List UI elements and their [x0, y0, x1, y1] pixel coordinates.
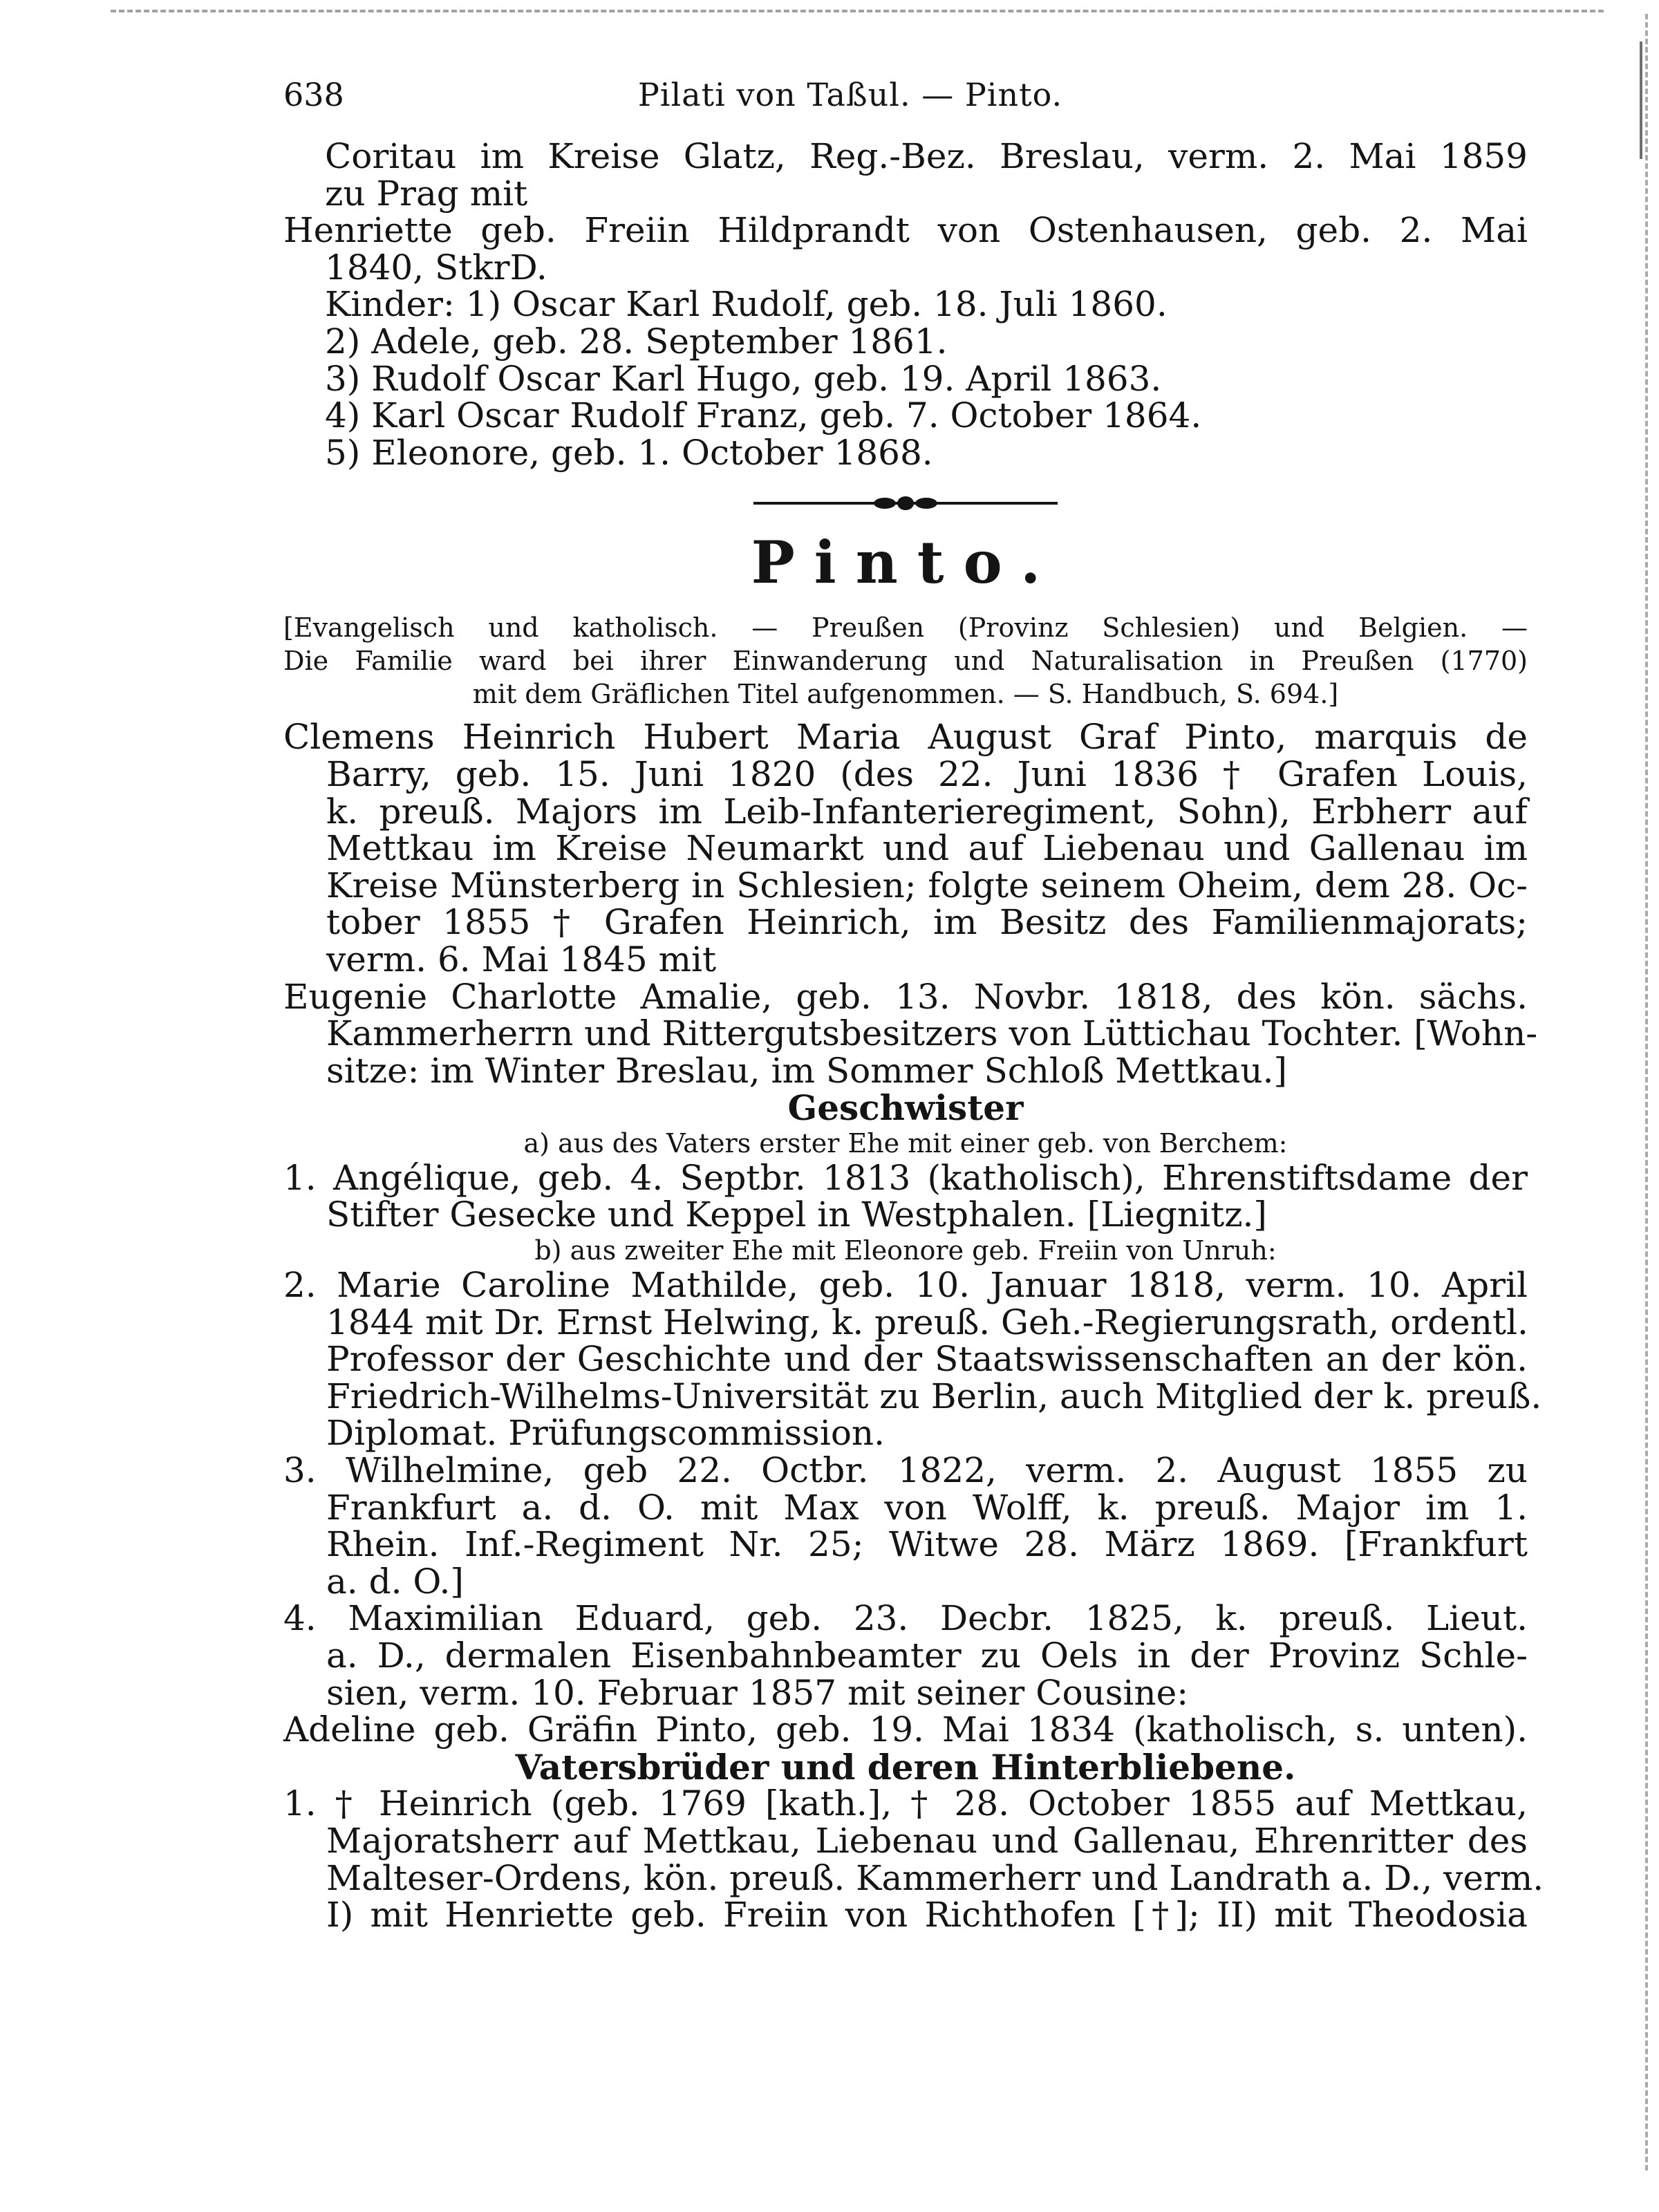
text-line: Kammerherrn und Rittergutsbesitzers von Lüttichau Tochter. [Wohn- [326, 1013, 1538, 1054]
text-line: Stifter Gesecke und Keppel in Westphalen. [Liegnitz.] [326, 1194, 1267, 1235]
section-divider-ornament [753, 495, 1058, 512]
section-intro [283, 611, 1528, 711]
section-title: Pinto. [751, 528, 1060, 597]
text-line: Malteser-Ordens, kön. preuß. Kammerherr und Landrath a. D., verm. [326, 1857, 1544, 1898]
sibling-entry-1 [283, 1157, 1528, 1235]
intro-line: [Evangelisch und katholisch. — Preußen (Provinz Schlesien) und Belgien. — [283, 612, 1528, 644]
text-line: Frankfurt a. d. O. mit Max von Wolff, k. preuß. Major im 1. [326, 1487, 1528, 1528]
text-line: a. D., dermalen Eisenbahnbeamter zu Oels in der Provinz Schle- [326, 1635, 1528, 1676]
page-body [283, 136, 1544, 1936]
text-line: Kreise Münsterberg in Schlesien; folgte seinem Oheim, dem 28. Oc- [326, 865, 1528, 906]
text-line: 2. Marie Caroline Mathilde, geb. 10. Januar 1818, verm. 10. April [283, 1265, 1528, 1306]
text-line: a. d. O.] [326, 1561, 464, 1602]
text-line: Majoratsherr auf Mettkau, Liebenau und Gallenau, Ehrenritter des [326, 1820, 1528, 1861]
spouse-entry [283, 976, 1538, 1091]
text-line: tober 1855 † Grafen Heinrich, im Besitz des Familienmajorats; [326, 902, 1528, 943]
intro-line: mit dem Gräflichen Titel aufgenommen. — S. Handbuch, S. 694.] [472, 679, 1339, 710]
text-line: k. preuß. Majors im Leib-Infanterieregiment, Sohn), Erbherr auf [326, 791, 1528, 832]
text-line: sien, verm. 10. Februar 1857 mit seiner Cousine: [326, 1672, 1189, 1713]
sibling-entry-3 [283, 1452, 1528, 1600]
text-line: Professor der Geschichte und der Staatswissenschaften an der kön. [326, 1339, 1528, 1380]
sibling-entry-4 [283, 1600, 1528, 1748]
sibling-entry-2 [283, 1265, 1542, 1454]
text-line: Mettkau im Kreise Neumarkt und auf Liebenau und Gallenau im [326, 828, 1528, 869]
text-line: 3) Rudolf Oscar Karl Hugo, geb. 19. April 1863. [325, 358, 1162, 399]
text-line: 5) Eleonore, geb. 1. October 1868. [325, 432, 933, 473]
text-line: Diplomat. Prüfungscommission. [326, 1413, 885, 1454]
text-line: 4) Karl Oscar Rudolf Franz, geb. 7. October 1864. [325, 395, 1202, 436]
text-line: Coritau im Kreise Glatz, Reg.-Bez. Breslau, verm. 2. Mai 1859 [325, 136, 1528, 176]
page-header [283, 76, 1417, 124]
uncles-heading: Vatersbrüder und deren Hinterbliebene. [515, 1746, 1296, 1788]
text-line: Barry, geb. 15. Juni 1820 (des 22. Juni 1836 † Grafen Louis, [326, 753, 1528, 794]
text-line: 4. Maximilian Eduard, geb. 23. Decbr. 1825, k. preuß. Lieut. [283, 1598, 1528, 1639]
text-line: Kinder: 1) Oscar Karl Rudolf, geb. 18. Juli 1860. [325, 284, 1168, 325]
text-line: 1840, StkrD. [325, 247, 547, 288]
text-line: 1. † Heinrich (geb. 1769 [kath.], † 28. October 1855 auf Mettkau, [283, 1783, 1528, 1824]
head-entry [283, 719, 1528, 978]
text-line: Henriette geb. Freiin Hildprandt von Ostenhausen, geb. 2. Mai [283, 210, 1528, 251]
scan-edge-right [1645, 14, 1648, 2171]
siblings-b-heading: b) aus zweiter Ehe mit Eleonore geb. Freiin von Unruh: [534, 1235, 1277, 1266]
siblings-a-heading: a) aus des Vaters erster Ehe mit einer geb. von Berchem: [523, 1127, 1288, 1159]
siblings-heading: Geschwister [787, 1087, 1024, 1129]
text-line: sitze: im Winter Breslau, im Sommer Schloß Mettkau.] [326, 1050, 1287, 1091]
scan-edge-top [111, 10, 1604, 12]
text-line: 3. Wilhelmine, geb 22. Octbr. 1822, verm. 2. August 1855 zu [283, 1450, 1528, 1491]
text-line: I) mit Henriette geb. Freiin von Richthofen [†]; II) mit Theodosia [326, 1895, 1528, 1936]
text-line: Friedrich-Wilhelms-Universität zu Berlin, auch Mitglied der k. preuß. [326, 1376, 1542, 1416]
text-line: 1. Angélique, geb. 4. Septbr. 1813 (katholisch), Ehrenstiftsdame der [283, 1157, 1528, 1198]
running-head: Pilati von Taßul. — Pinto. [637, 76, 1063, 113]
scan-edge-mark [1633, 41, 1642, 159]
continuation-entry [283, 138, 1528, 471]
text-line: Adeline geb. Gräfin Pinto, geb. 19. Mai 1834 (katholisch, s. unten). [283, 1709, 1528, 1750]
text-line: Clemens Heinrich Hubert Maria August Graf Pinto, marquis de [283, 717, 1528, 758]
text-line: Rhein. Inf.-Regiment Nr. 25; Witwe 28. März 1869. [Frankfurt [326, 1524, 1528, 1565]
text-line: zu Prag mit [325, 173, 528, 214]
page-number: 638 [283, 76, 344, 113]
intro-line: Die Familie ward bei ihrer Einwanderung und Naturalisation in Preußen (1770) [283, 646, 1528, 677]
uncle-entry-1 [283, 1783, 1544, 1936]
text-line: 2) Adele, geb. 28. September 1861. [325, 321, 948, 362]
text-line: verm. 6. Mai 1845 mit [326, 939, 717, 980]
text-line: 1844 mit Dr. Ernst Helwing, k. preuß. Geh.-Regierungsrath, ordentl. [326, 1302, 1528, 1342]
text-line: Eugenie Charlotte Amalie, geb. 13. Novbr. 1818, des kön. sächs. [283, 976, 1528, 1017]
